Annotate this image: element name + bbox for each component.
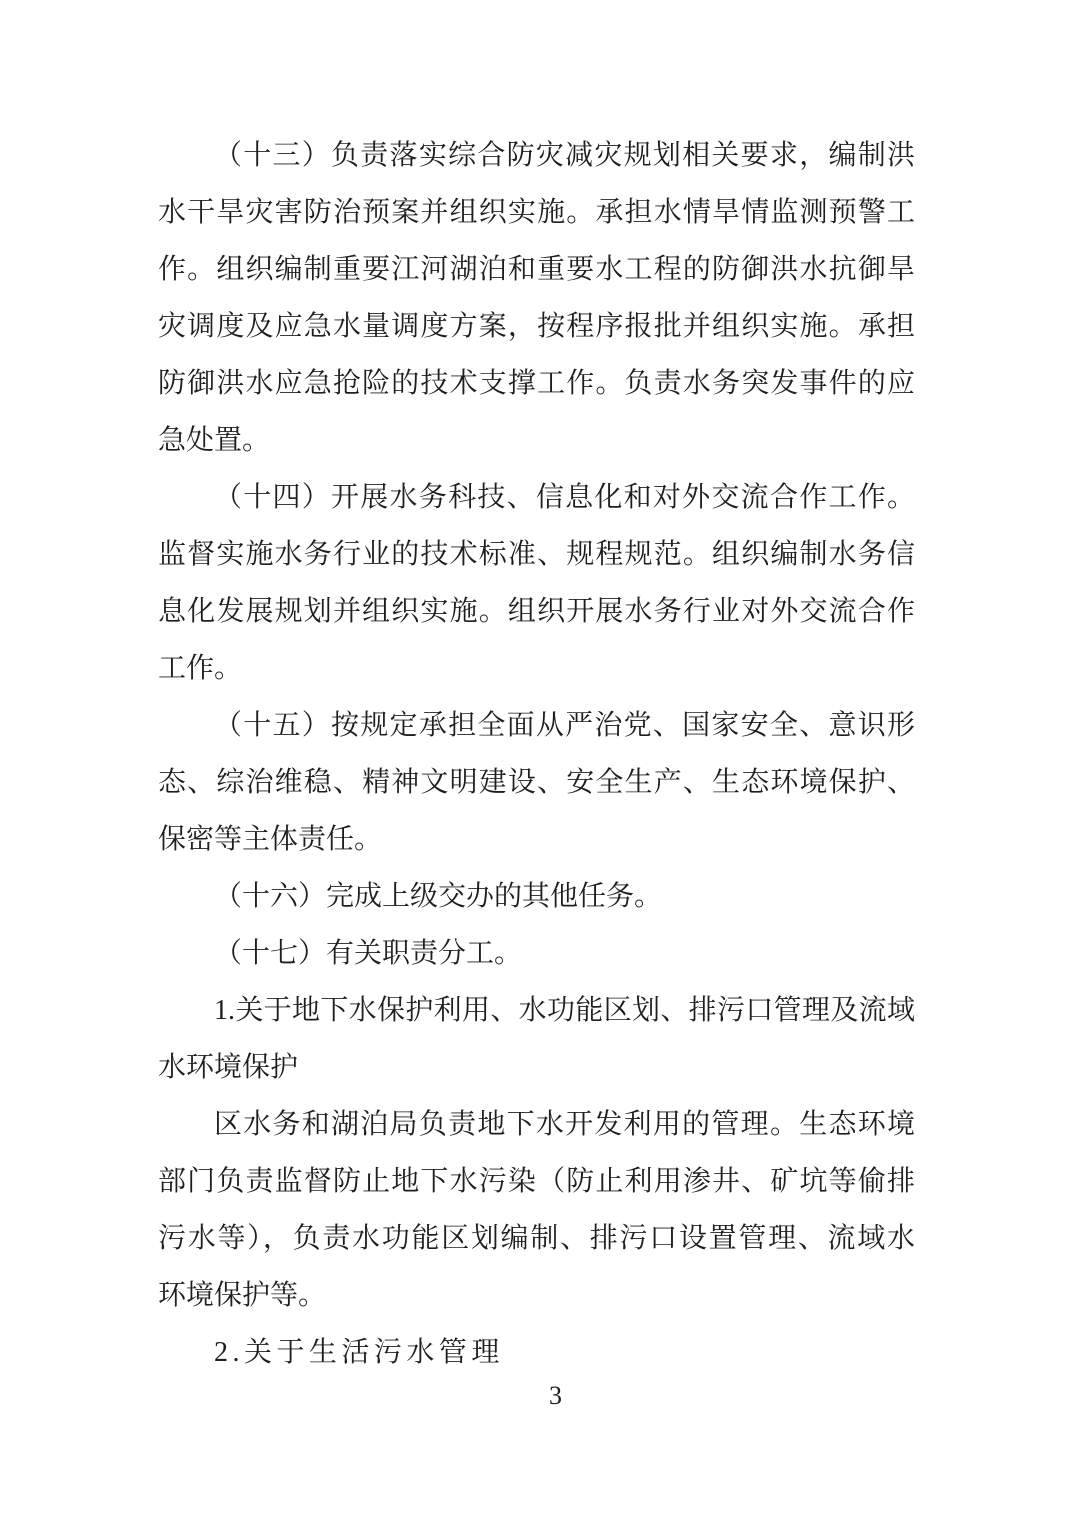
- paragraph: [158, 697, 915, 868]
- text-line: 急处置。: [158, 425, 271, 456]
- paragraph: [158, 925, 915, 982]
- text-line: （十三）负责落实综合防灾减灾规划相关要求，编制洪: [214, 140, 915, 171]
- paragraph: [158, 982, 915, 1096]
- paragraph: [158, 1324, 915, 1381]
- text-line: （十七）有关职责分工。: [214, 938, 523, 969]
- page-number: 3: [549, 1381, 562, 1410]
- document-body: [158, 127, 915, 1381]
- text-line: 息化发展规划并组织实施。组织开展水务行业对外交流合作: [158, 596, 915, 627]
- text-line: 部门负责监督防止地下水污染（防止利用渗井、矿坑等偷排: [158, 1166, 915, 1197]
- text-line: 区水务和湖泊局负责地下水开发利用的管理。生态环境: [214, 1109, 915, 1140]
- text-line: 2.关于生活污水管理: [214, 1337, 504, 1368]
- paragraph: [158, 469, 915, 697]
- paragraph: [158, 1096, 915, 1324]
- text-line: 灾调度及应急水量调度方案，按程序报批并组织实施。承担: [158, 311, 915, 342]
- text-line: 水环境保护: [158, 1052, 299, 1083]
- text-line: （十五）按规定承担全面从严治党、国家安全、意识形: [214, 710, 915, 741]
- text-line: 污水等），负责水功能区划编制、排污口设置管理、流域水: [158, 1223, 915, 1254]
- text-line: （十四）开展水务科技、信息化和对外交流合作工作。: [214, 482, 915, 513]
- paragraph: [158, 868, 915, 925]
- text-line: 环境保护等。: [158, 1280, 327, 1311]
- text-line: 工作。: [158, 653, 243, 684]
- text-line: 态、综治维稳、精神文明建设、安全生产、生态环境保护、: [158, 767, 915, 798]
- text-line: （十六）完成上级交办的其他任务。: [214, 881, 663, 912]
- text-line: 1.关于地下水保护利用、水功能区划、排污口管理及流域: [214, 995, 915, 1026]
- paragraph: [158, 127, 915, 469]
- text-line: 监督实施水务行业的技术标准、规程规范。组织编制水务信: [158, 539, 915, 570]
- text-line: 保密等主体责任。: [158, 824, 383, 855]
- text-line: 水干旱灾害防治预案并组织实施。承担水情旱情监测预警工: [158, 197, 915, 228]
- text-line: 作。组织编制重要江河湖泊和重要水工程的防御洪水抗御旱: [158, 254, 915, 285]
- text-line: 防御洪水应急抢险的技术支撑工作。负责水务突发事件的应: [158, 368, 915, 399]
